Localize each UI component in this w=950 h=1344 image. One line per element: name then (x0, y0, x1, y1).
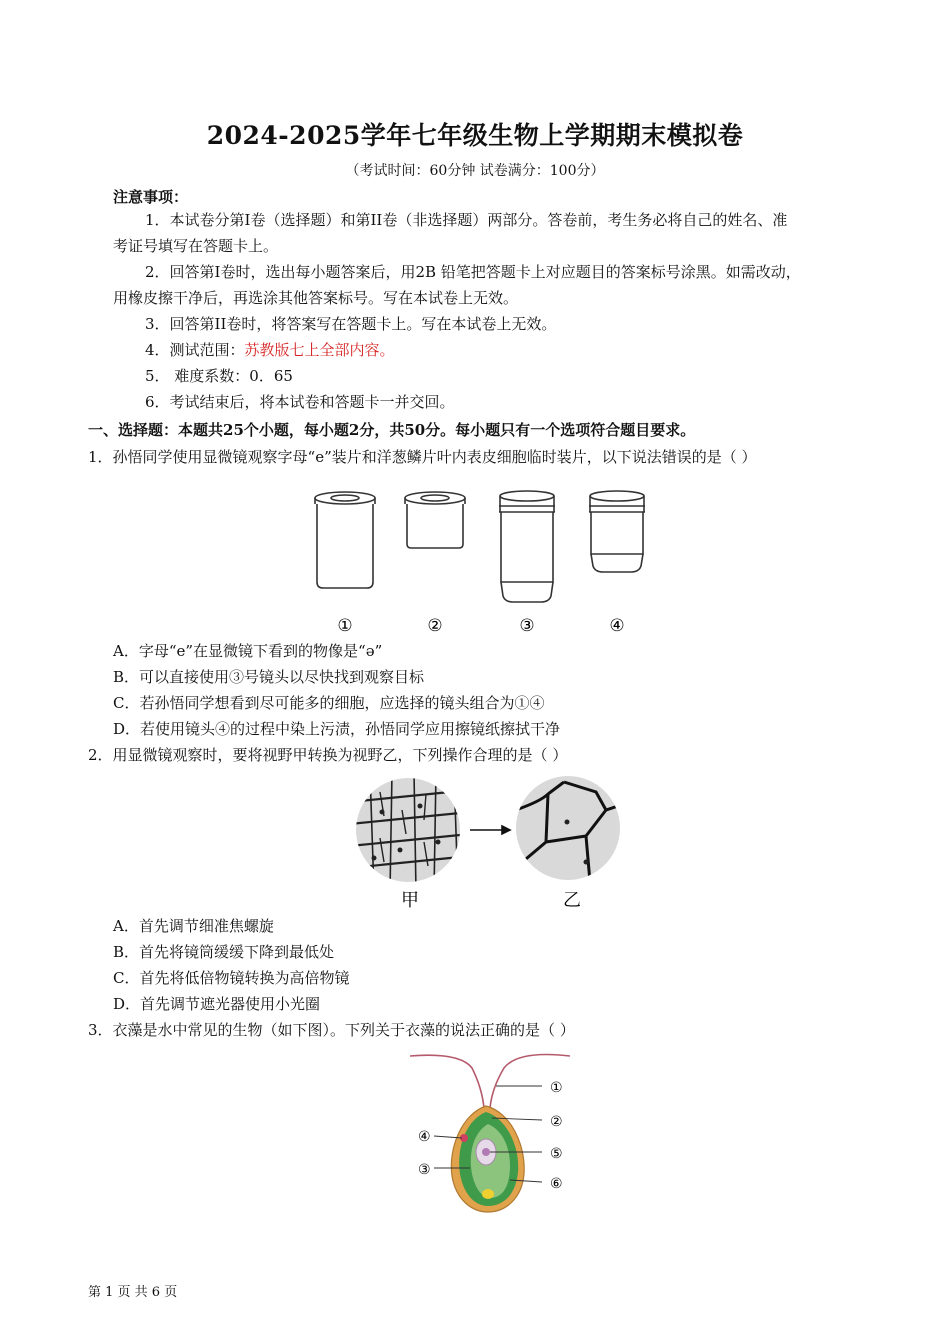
alga-label-1: ① (550, 1080, 563, 1096)
alga-label-3: ③ (418, 1162, 431, 1178)
section-1-heading: 一、选择题：本题共25个小题，每小题2分，共50分。每小题只有一个选项符合题目要求。 (88, 421, 696, 439)
page-title: 2024-2025学年七年级生物上学期期末模拟卷 (206, 121, 744, 150)
note-4-scope: 苏教版七上全部内容。 (244, 341, 395, 359)
pyrenoid (482, 1189, 494, 1199)
note-5: 5． 难度系数：0．65 (145, 367, 293, 385)
note-6: 6．考试结束后，将本试卷和答题卡一并交回。 (145, 393, 455, 411)
alga-label-5: ⑤ (550, 1146, 563, 1162)
exam-info: （考试时间：60分钟 试卷满分：100分） (345, 163, 605, 179)
flagellum-left (410, 1055, 484, 1108)
page-footer: 第 1 页 共 6 页 (88, 1285, 178, 1300)
note-4-prefix: 4．测试范围： (145, 341, 245, 359)
lens-label-4: ④ (609, 616, 625, 636)
note-2-line-2: 用橡皮擦干净后，再选涂其他答案标号。写在本试卷上无效。 (113, 289, 519, 307)
notes-heading: 注意事项： (113, 188, 189, 206)
q3-stem: 3．衣藻是水中常见的生物（如下图）。下列关于衣藻的说法正确的是（ ） (88, 1021, 575, 1039)
lens-label-1: ① (337, 616, 353, 636)
q2-option-d[interactable]: D．首先调节遮光器使用小光圈 (113, 995, 321, 1013)
note-1-line-2: 考证号填写在答题卡上。 (113, 237, 279, 255)
lens-label-2: ② (427, 616, 443, 636)
q1-option-c[interactable]: C．若孙悟同学想看到尽可能多的细胞，应选择的镜头组合为①④ (113, 694, 545, 712)
eyepiece-short (405, 492, 465, 548)
field-label-yi: 乙 (563, 890, 581, 911)
objective-long (499, 491, 555, 602)
q1-lens-figure (300, 484, 650, 642)
alga-label-4: ④ (418, 1129, 431, 1145)
note-4 (145, 337, 395, 363)
q3-chlamydomonas-figure (410, 1048, 570, 1218)
q1-option-d[interactable]: D．若使用镜头④的过程中染上污渍，孙悟同学应用擦镜纸擦拭干净 (113, 720, 561, 738)
field-yi (510, 776, 630, 882)
q2-field-figure (350, 772, 630, 914)
q2-option-c[interactable]: C．首先将低倍物镜转换为高倍物镜 (113, 969, 350, 987)
alga-label-2: ② (550, 1114, 563, 1130)
field-label-jia: 甲 (401, 890, 419, 911)
q2-option-b[interactable]: B．首先将镜筒缓缓下降到最低处 (113, 943, 335, 961)
q2-option-a[interactable]: A．首先调节细准焦螺旋 (113, 917, 274, 935)
alga-label-6: ⑥ (550, 1176, 563, 1192)
q1-option-b[interactable]: B．可以直接使用③号镜头以尽快找到观察目标 (113, 668, 425, 686)
q1-stem: 1．孙悟同学使用显微镜观察字母“e”装片和洋葱鳞片叶内表皮细胞临时装片，以下说法错误的是（ ） (88, 448, 757, 466)
arrow (470, 826, 510, 834)
note-3: 3．回答第II卷时，将答案写在答题卡上。写在本试卷上无效。 (145, 315, 557, 333)
q2-stem: 2．用显微镜观察时，要将视野甲转换为视野乙，下列操作合理的是（ ） (88, 746, 568, 764)
objective-short (589, 491, 645, 572)
field-jia (350, 772, 470, 892)
note-1-line-1: 1．本试卷分第I卷（选择题）和第II卷（非选择题）两部分。答卷前，考生务必将自己的姓名、准 (145, 211, 788, 229)
lens-label-3: ③ (519, 616, 535, 636)
note-2-line-1: 2．回答第I卷时，选出每小题答案后，用2B 铅笔把答题卡上对应题目的答案标号涂黑。如需改动， (145, 263, 801, 281)
eyepiece-long (315, 492, 375, 588)
q1-option-a[interactable]: A．字母“e”在显微镜下看到的物像是“ə” (113, 642, 383, 660)
